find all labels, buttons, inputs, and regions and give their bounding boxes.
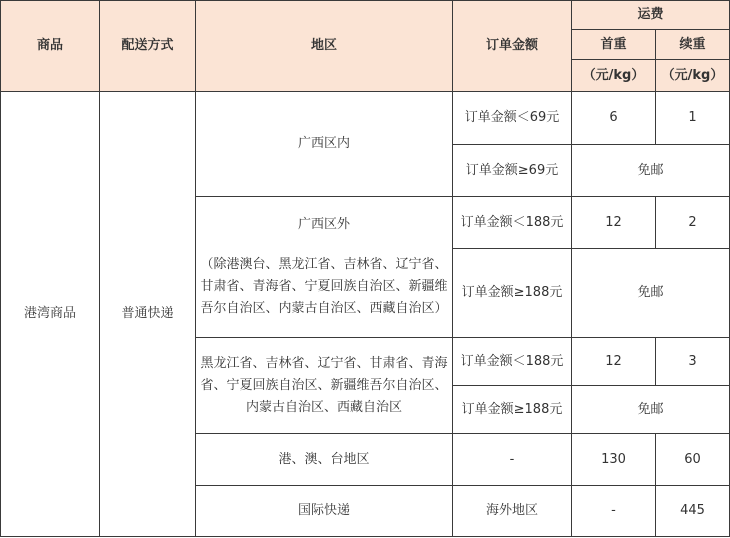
header-first-weight-unit: （元/kg） [572, 60, 656, 92]
header-extra-weight-unit: （元/kg） [656, 60, 730, 92]
method-standard-cell: 普通快递 [100, 92, 196, 537]
first-weight-cell: 12 [572, 197, 656, 249]
free-shipping-cell: 免邮 [572, 386, 730, 434]
header-extra-weight: 续重 [656, 30, 730, 60]
region-hmt: 港、澳、台地区 [196, 434, 453, 486]
region-gx-out-note: （除港澳台、黑龙江省、吉林省、辽宁省、甘肃省、青海省、宁夏回族自治区、新疆维吾尔自治区、内蒙古自治区、西藏自治区） [200, 257, 448, 316]
header-method: 配送方式 [100, 1, 196, 92]
extra-weight-cell: 1 [656, 92, 730, 145]
region-gx-out-title: 广西区外 [297, 217, 350, 232]
condition-cell: 订单金额≥188元 [453, 249, 572, 338]
condition-cell: - [453, 434, 572, 486]
condition-cell: - [572, 486, 656, 537]
region-gx-in: 广西区内 [196, 92, 453, 197]
spacer [200, 236, 448, 254]
method-international-cell: 国际快递 [196, 486, 453, 537]
header-region: 地区 [196, 1, 453, 92]
product-cell: 港湾商品 [1, 92, 100, 537]
condition-cell: 订单金额≥69元 [453, 145, 572, 197]
free-shipping-cell: 免邮 [572, 145, 730, 197]
region-gx-out [196, 197, 453, 338]
table-row [1, 92, 730, 145]
header-product: 商品 [1, 1, 100, 92]
first-weight-cell: 6 [572, 92, 656, 145]
extra-weight-cell: 60 [656, 434, 730, 486]
first-weight-cell: 12 [572, 338, 656, 386]
header-shipping-fee: 运费 [572, 1, 730, 30]
condition-cell: 订单金额≥188元 [453, 386, 572, 434]
extra-weight-cell: 3 [656, 338, 730, 386]
extra-weight-cell: 2 [656, 197, 730, 249]
condition-cell: 订单金额＜188元 [453, 197, 572, 249]
header-first-weight: 首重 [572, 30, 656, 60]
condition-cell: 订单金额＜188元 [453, 338, 572, 386]
condition-cell: 订单金额＜69元 [453, 92, 572, 145]
header-order-amount: 订单金额 [453, 1, 572, 92]
region-remote: 黑龙江省、吉林省、辽宁省、甘肃省、青海省、宁夏回族自治区、新疆维吾尔自治区、内蒙古自治区、西藏自治区 [196, 338, 453, 434]
free-shipping-cell: 免邮 [572, 249, 730, 338]
region-overseas: 海外地区 [453, 486, 572, 537]
first-weight-cell: 130 [572, 434, 656, 486]
header-row-1 [1, 1, 730, 30]
first-weight-cell: 445 [656, 486, 730, 537]
